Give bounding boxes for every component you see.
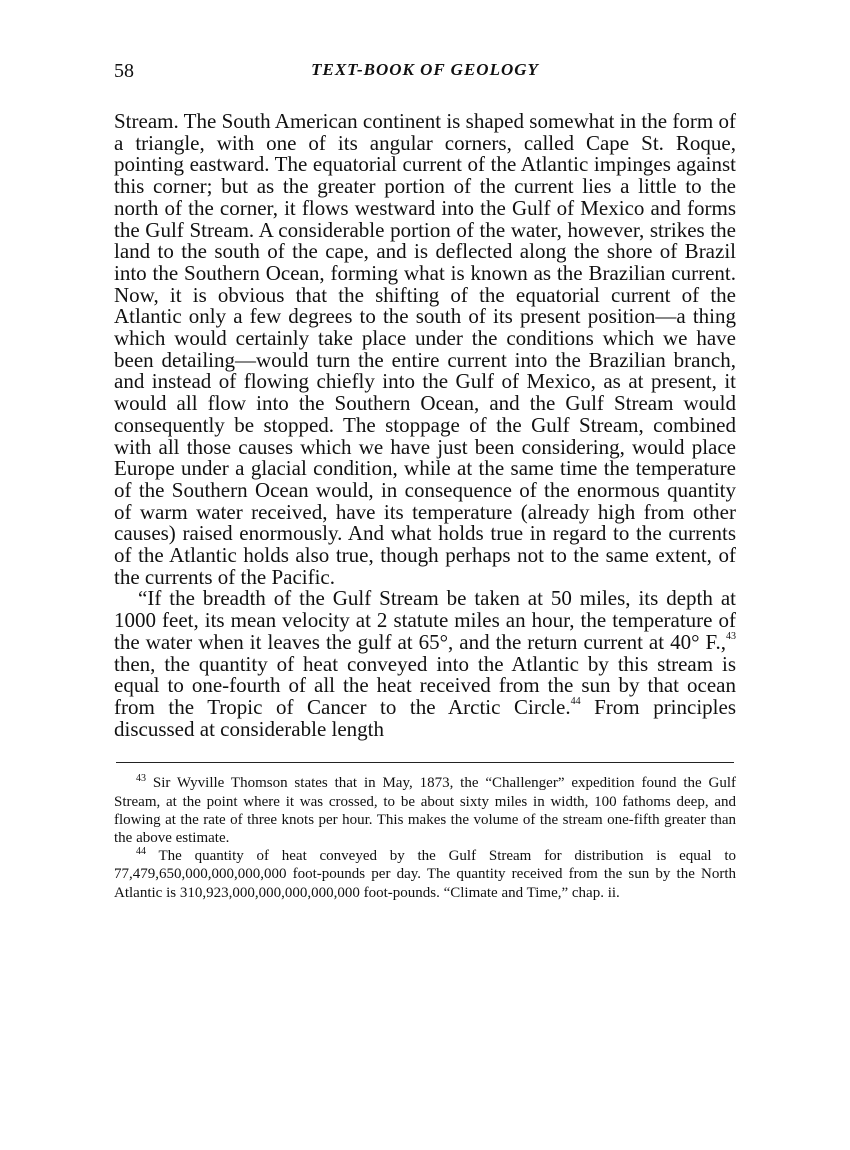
paragraph-text: “If the breadth of the Gulf Stream be taken at 50 miles, its depth at 1000 feet, its mean velocity at 2 statute miles an hour, the temperature of the water when it leaves the gulf at 65°, and the return current at 40° F., [114, 586, 736, 654]
paragraph-text: From principles discussed at considerable length [114, 694, 736, 741]
footnote-44 [114, 847, 736, 902]
book-page [114, 60, 736, 902]
page-number: 58 [114, 60, 134, 82]
footnote-text: Sir Wyville Thomson states that in May, 1873, the “Challenger” expedition found the Gulf Stream, at the point where it was crossed, to be about sixty miles in width, 100 fathoms deep, and flowing at the rate of three knots per hour. This makes the volume of the stream one-fifth greater than the above estimate. [114, 775, 736, 846]
body-text [114, 111, 736, 740]
footnote-marker: 44 [136, 846, 146, 858]
footnote-reference: 43 [726, 630, 736, 642]
footnote-marker: 43 [136, 773, 146, 785]
paragraph-text: then, the quantity of heat conveyed into the Atlantic by this stream is equal to one-fourth of all the heat received from the sun by that ocean from the Tropic of Cancer to the Arctic Circle. [114, 651, 736, 719]
footnote-text: The quantity of heat conveyed by the Gulf Stream for distribution is equal to 77,479,650,000,000,000,000 foot-pounds per day. The quantity received from the sun by the North Atlantic is 310,923,000,000,000,000,000 foot-pounds. “Climate and Time,” chap. ii. [114, 848, 736, 901]
footnote-reference: 44 [570, 695, 581, 707]
footnote-divider [116, 762, 734, 763]
footnotes [114, 774, 736, 901]
paragraph [114, 588, 736, 740]
running-title: TEXT-BOOK OF GEOLOGY [311, 60, 539, 79]
running-head [114, 60, 736, 90]
footnote-43 [114, 774, 736, 847]
paragraph: Stream. The South American continent is shaped somewhat in the form of a triangle, with one of its angular corners, called Cape St. Roque, pointing eastward. The equatorial current of the Atlantic impinges against this corner; but as the greater portion of the current lies a little to the north of the corner, it flows westward into the Gulf of Mexico and forms the Gulf Stream. A considerable portion of the water, however, strikes the land to the south of the cape, and is deflected along the shore of Brazil into the Southern Ocean, forming what is known as the Brazilian current. Now, it is obvious that the shifting of the equatorial current of the Atlantic only a few degrees to the south of its present position—a thing which would certainly take place under the conditions which we have been detailing—would turn the entire current into the Brazilian branch, and instead of flowing chiefly into the Gulf of Mexico, as at present, it would all flow into the Southern Ocean, and the Gulf Stream would consequently be stopped. The stoppage of the Gulf Stream, combined with all those causes which we have just been considering, would place Europe under a glacial condition, while at the same time the temperature of the Southern Ocean would, in consequence of the enormous quantity of warm water received, have its temperature (already high from other causes) raised enormously. And what holds true in regard to the currents of the Atlantic holds also true, though perhaps not to the same extent, of the currents of the Pacific. [114, 109, 736, 589]
